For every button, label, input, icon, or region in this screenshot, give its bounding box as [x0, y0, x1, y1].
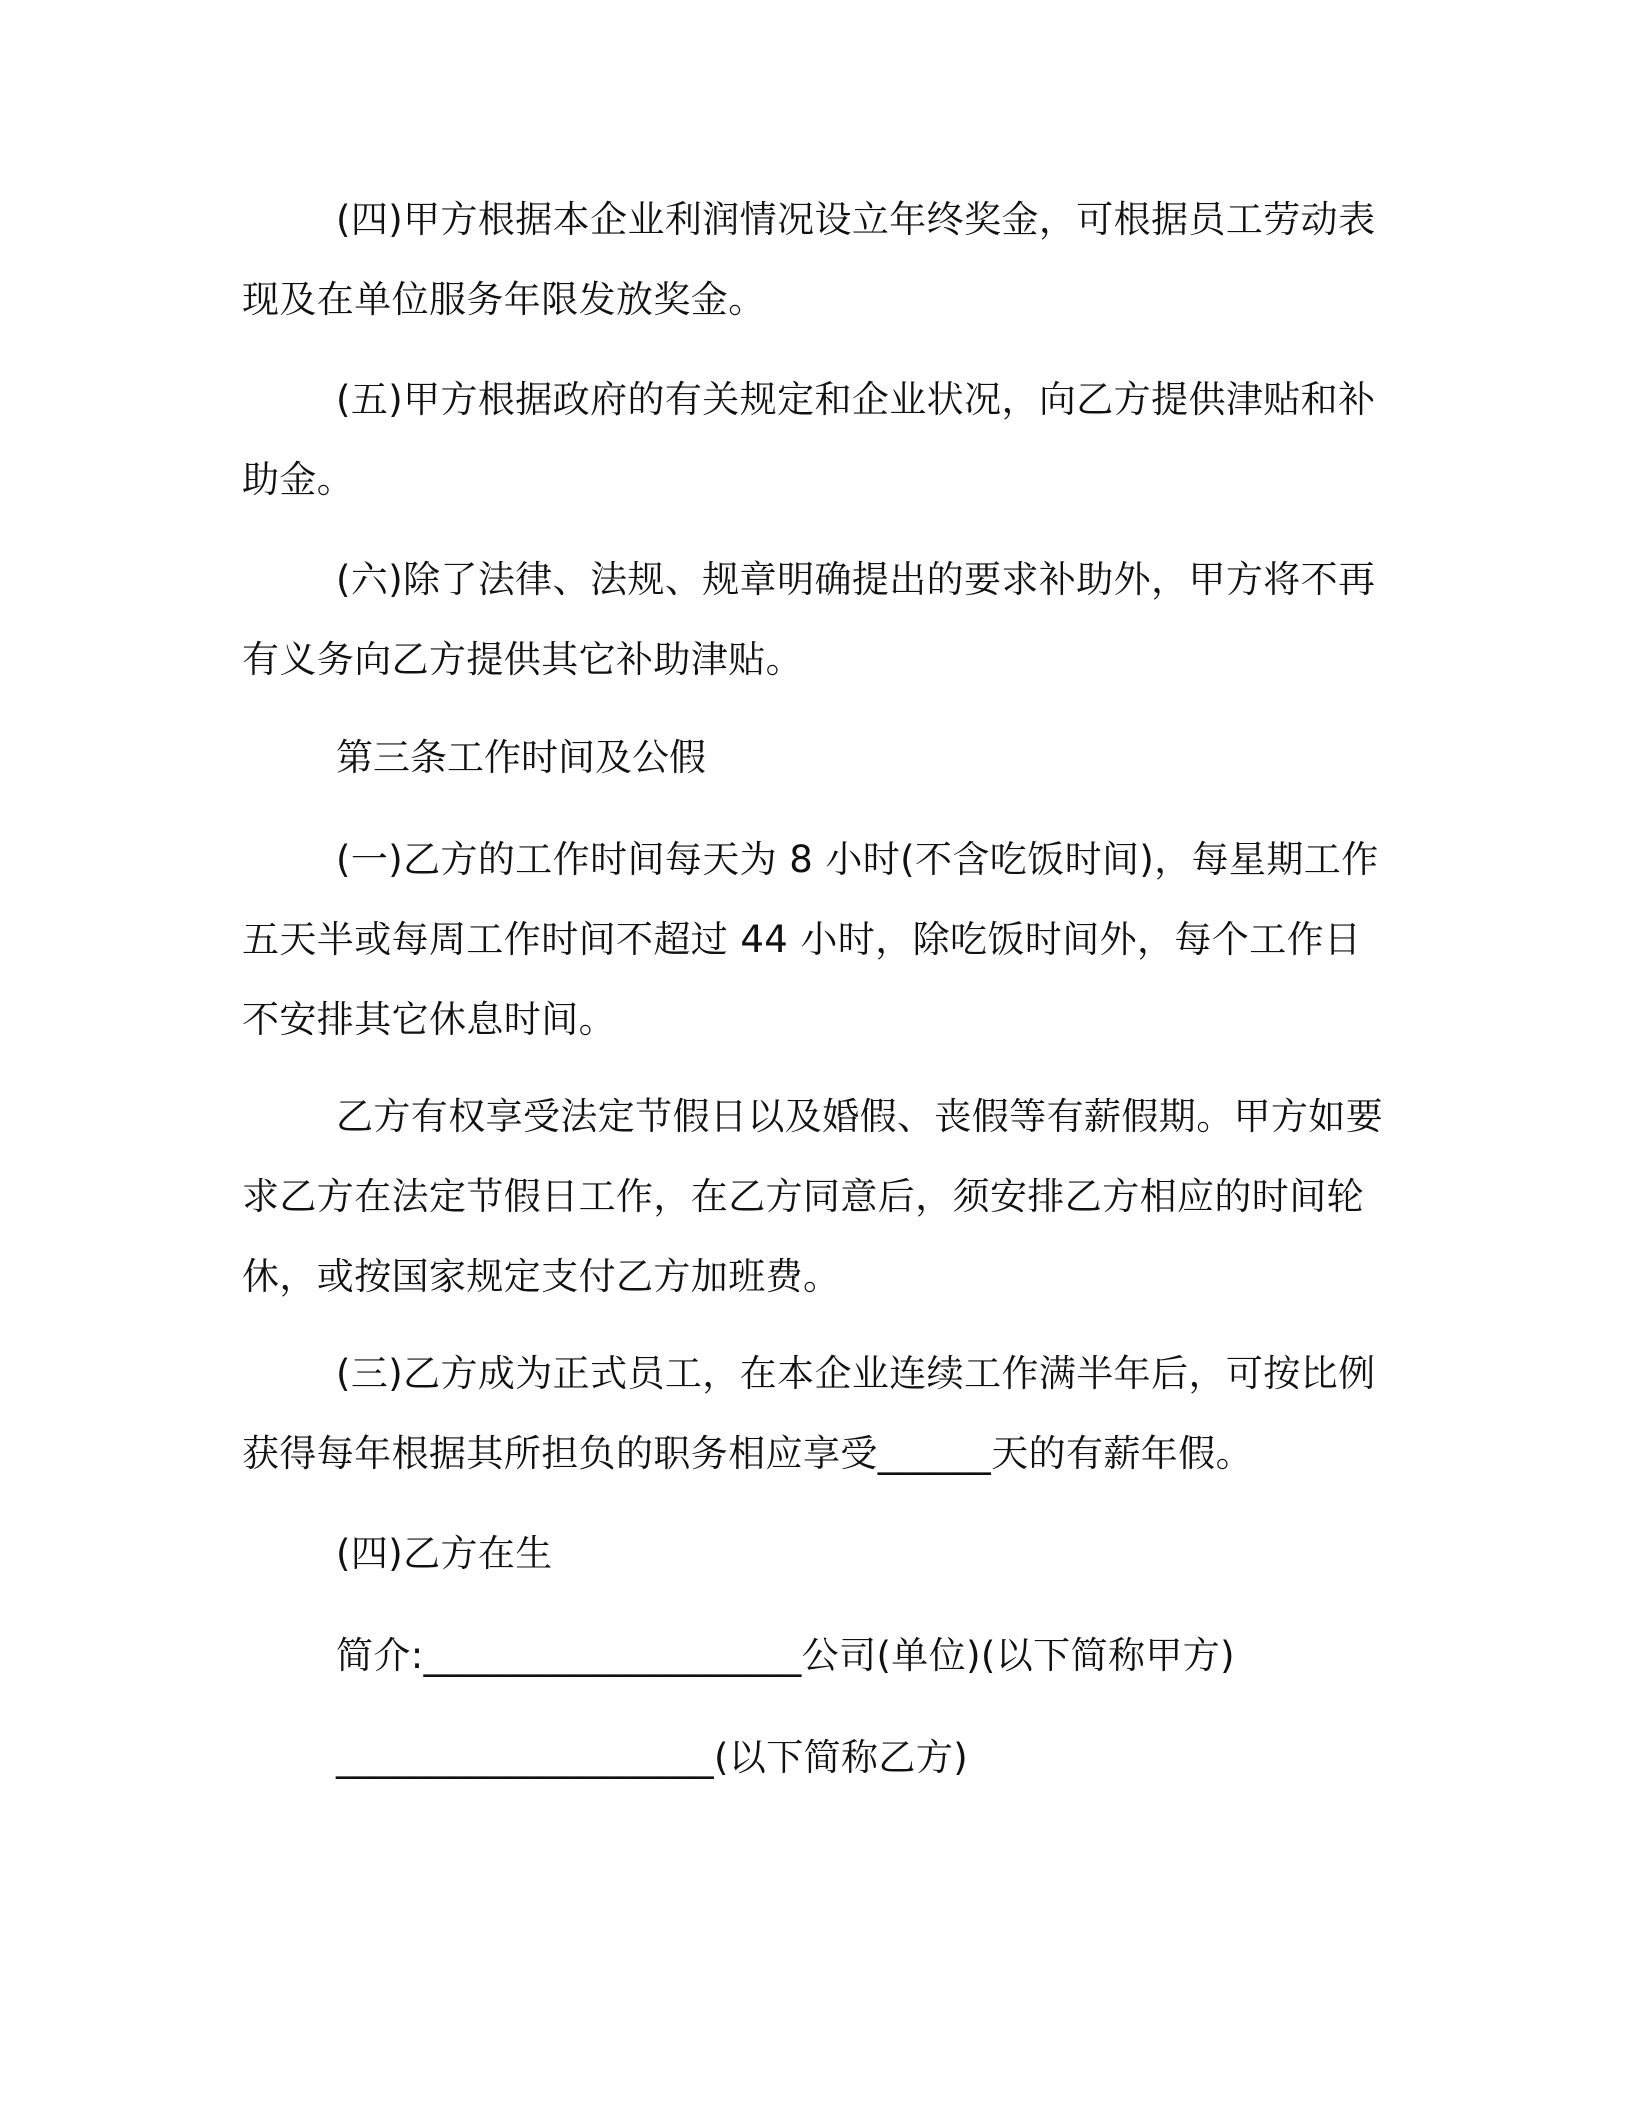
paragraph-allowance: (五)甲方根据政府的有关规定和企业状况，向乙方提供津贴和补助金。 — [242, 378, 1376, 501]
paragraph-no-other-subsidy: (六)除了法律、法规、规章明确提出的要求补助外，甲方将不再有义务向乙方提供其它补助津贴。 — [242, 558, 1376, 681]
paragraph-working-time: (一)乙方的工作时间每天为 8 小时(不含吃饭时间)，每星期工作五天半或每周工作时间不超过 44 小时，除吃饭时间外，每个工作日不安排其它休息时间。 — [242, 838, 1379, 1041]
paragraph-paid-holidays: 乙方有权享受法定节假日以及婚假、丧假等有薪假期。甲方如要求乙方在法定节假日工作，在乙方同意后，须安排乙方相应的时间轮休，或按国家规定支付乙方加班费。 — [242, 1095, 1384, 1298]
paragraph-party-a-blank: 简介:____________________公司(单位)(以下简称甲方) — [336, 1634, 1236, 1677]
paragraph-year-end-bonus: (四)甲方根据本企业利润情况设立年终奖金，可根据员工劳动表现及在单位服务年限发放奖金。 — [242, 198, 1376, 321]
paragraph-truncated: (四)乙方在生 — [336, 1532, 553, 1575]
paragraph-annual-leave: (三)乙方成为正式员工，在本企业连续工作满半年后，可按比例获得每年根据其所担负的职务相应享受______天的有薪年假。 — [242, 1352, 1376, 1475]
section-heading-working-hours: 第三条工作时间及公假 — [336, 736, 706, 779]
paragraph-party-b-blank: ____________________(以下简称乙方) — [336, 1736, 969, 1779]
